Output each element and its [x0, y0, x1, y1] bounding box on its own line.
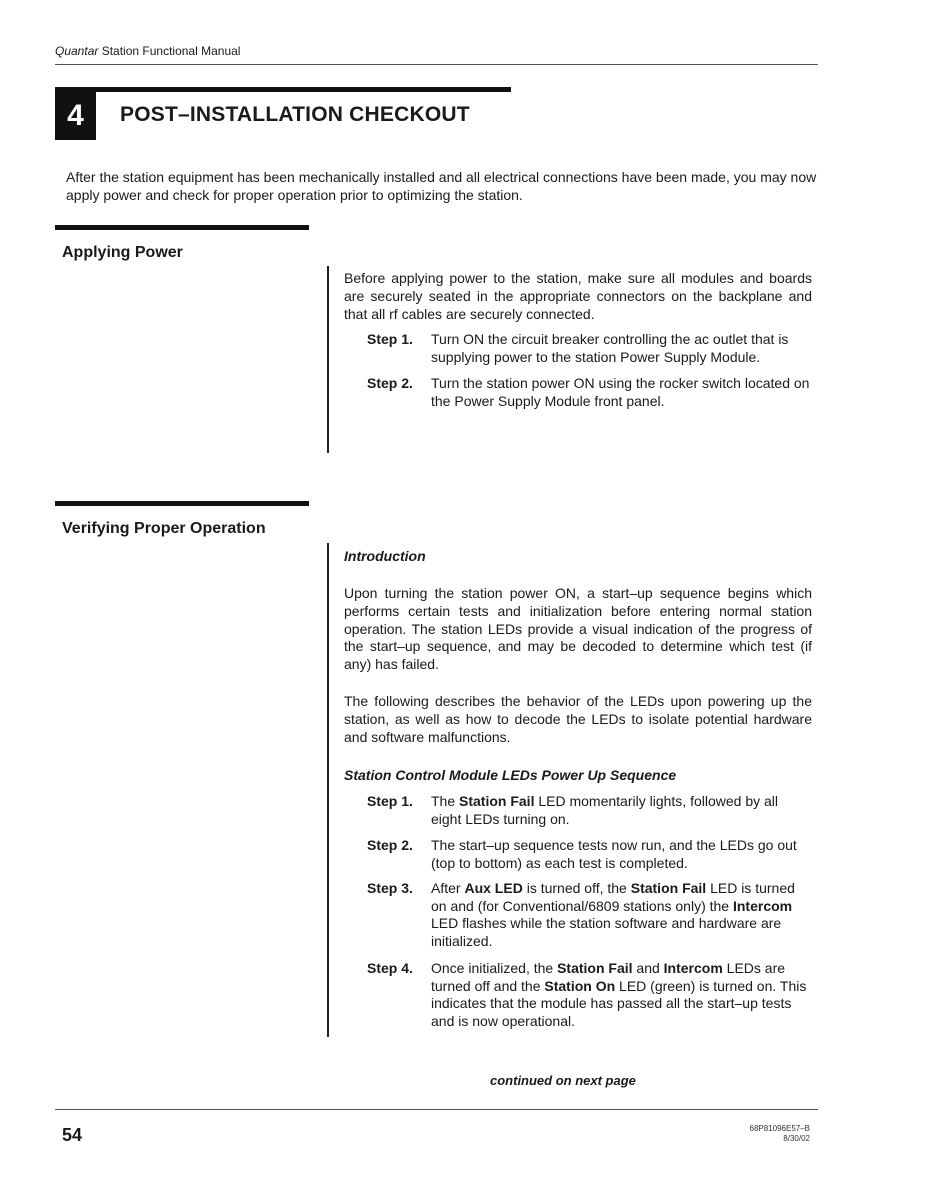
verifying-paragraph-1: Upon turning the station power ON, a start–up sequence begins which performs certain tests and initialization before entering normal station operation. The station LEDs provide a visual indication of the progress of the start–up sequence, and may be decoded to determine which test (if any) has failed. [344, 585, 812, 673]
header-rule [55, 64, 818, 65]
running-header [55, 44, 240, 58]
verifying-paragraph-2: The following describes the behavior of the LEDs upon powering up the station, as well as how to decode the LEDs to isolate potential hardware and software malfunctions. [344, 693, 812, 745]
applying-power-step [367, 331, 815, 367]
applying-power-paragraph: Before applying power to the station, make sure all modules and boards are securely seated in the appropriate connectors on the backplane and that all rf cables are securely connected. [344, 270, 812, 322]
step-text: After Aux LED is turned off, the Station Fail LED is turned on and (for Conventional/6809 stations only) the Intercom LED flashes while the station software and hardware are initialized. [431, 880, 795, 949]
document-number: 68P81096E57–B [749, 1124, 810, 1133]
chapter-title: POST–INSTALLATION CHECKOUT [120, 103, 470, 126]
continued-notice: continued on next page [490, 1073, 636, 1088]
section-bar-verifying [55, 501, 309, 506]
step-text: Turn the station power ON using the rocker switch located on the Power Supply Module front panel. [431, 375, 810, 409]
step-label: Step 1. [367, 793, 413, 809]
scm-step [367, 793, 815, 829]
subheading-scm-leds: Station Control Module LEDs Power Up Sequence [344, 767, 677, 783]
scm-step [367, 960, 815, 1032]
scm-step [367, 880, 815, 952]
step-label: Step 1. [367, 331, 413, 347]
scm-step [367, 837, 815, 873]
step-label: Step 2. [367, 375, 413, 391]
section-bar-applying-power [55, 225, 309, 230]
intro-paragraph: After the station equipment has been mechanically installed and all electrical connections have been made, you may now apply power and check for proper operation prior to optimizing the station. [66, 169, 817, 203]
manual-title: Station Functional Manual [101, 44, 241, 58]
section-heading-verifying: Verifying Proper Operation [62, 520, 266, 537]
chapter-top-bar [55, 87, 511, 92]
document-id [700, 1124, 810, 1144]
subheading-introduction: Introduction [344, 548, 426, 564]
page-number: 54 [62, 1125, 83, 1145]
step-text: Once initialized, the Station Fail and Intercom LEDs are turned off and the Station On LED (green) is turned on. This indicates that the module has passed all the start–up tests and is now operational. [431, 960, 807, 1029]
section-heading-applying-power: Applying Power [62, 244, 183, 261]
step-label: Step 3. [367, 880, 413, 896]
chapter-number-box: 4 [55, 92, 96, 140]
step-text: Turn ON the circuit breaker controlling the ac outlet that is supplying power to the station Power Supply Module. [431, 331, 789, 365]
step-text: The Station Fail LED momentarily lights, followed by all eight LEDs turning on. [431, 793, 779, 827]
document-date: 8/30/02 [783, 1134, 810, 1143]
manual-brand: Quantar [55, 44, 99, 58]
section-vertical-rule [327, 543, 329, 1037]
step-label: Step 2. [367, 837, 413, 853]
footer-rule [55, 1109, 818, 1110]
step-label: Step 4. [367, 960, 413, 976]
step-text: The start–up sequence tests now run, and the LEDs go out (top to bottom) as each test is completed. [431, 837, 797, 871]
section-vertical-rule [327, 266, 329, 453]
applying-power-step [367, 375, 815, 411]
